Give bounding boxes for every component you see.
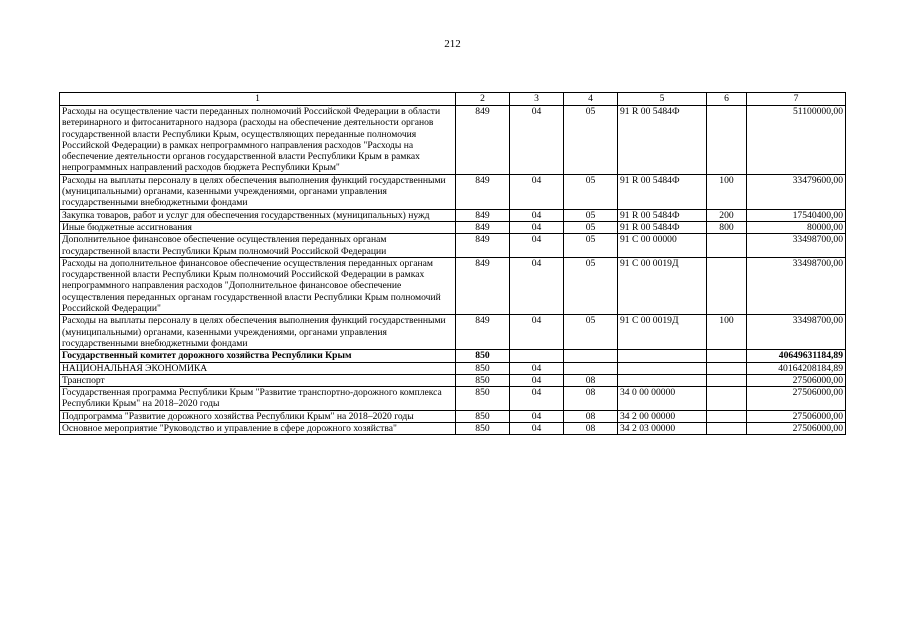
row-target-article: 91 С 00 0019Д (618, 315, 707, 350)
header-row (60, 93, 846, 106)
row-description: Дополнительное финансовое обеспечение осуществления переданных органам государственной власти Республики Крым полномочий Российской Федерации (60, 234, 456, 258)
row-target-article: 91 R 00 5484Ф (618, 209, 707, 221)
row-admin-code: 850 (456, 350, 510, 362)
row-section: 04 (510, 106, 564, 175)
row-expense-type: 100 (707, 315, 747, 350)
row-section: 04 (510, 234, 564, 258)
row-subsection: 08 (564, 387, 618, 411)
row-section: 04 (510, 209, 564, 221)
row-section: 04 (510, 174, 564, 209)
row-description: Иные бюджетные ассигнования (60, 221, 456, 233)
row-description: Основное мероприятие "Руководство и управление в сфере дорожного хозяйства" (60, 423, 456, 435)
table-row (60, 362, 846, 374)
row-expense-type: 800 (707, 221, 747, 233)
row-target-article: 91 С 00 0019Д (618, 257, 707, 314)
row-target-article (618, 362, 707, 374)
row-admin-code: 849 (456, 234, 510, 258)
row-subsection: 05 (564, 106, 618, 175)
table-row (60, 410, 846, 422)
row-section: 04 (510, 374, 564, 386)
row-target-article: 34 2 03 00000 (618, 423, 707, 435)
row-amount: 33479600,00 (747, 174, 846, 209)
row-admin-code: 850 (456, 387, 510, 411)
table-row (60, 174, 846, 209)
row-admin-code: 850 (456, 362, 510, 374)
row-subsection: 05 (564, 234, 618, 258)
row-target-article: 91 С 00 00000 (618, 234, 707, 258)
row-subsection: 05 (564, 257, 618, 314)
row-amount: 33498700,00 (747, 234, 846, 258)
table-row (60, 387, 846, 411)
row-target-article: 34 0 00 00000 (618, 387, 707, 411)
row-admin-code: 849 (456, 257, 510, 314)
table-row (60, 257, 846, 314)
row-subsection: 05 (564, 174, 618, 209)
table-row (60, 209, 846, 221)
row-description: Расходы на выплаты персоналу в целях обеспечения выполнения функций государственными (муниципальными) органами, казенными учреждениями, органами управления государственными внебюджетными фондами (60, 315, 456, 350)
row-target-article: 91 R 00 5484Ф (618, 174, 707, 209)
row-description: Закупка товаров, работ и услуг для обеспечения государственных (муниципальных) нужд (60, 209, 456, 221)
row-subsection: 05 (564, 221, 618, 233)
row-admin-code: 850 (456, 410, 510, 422)
header-cell: 4 (564, 93, 618, 106)
table-row (60, 350, 846, 362)
row-expense-type (707, 350, 747, 362)
row-amount: 80000,00 (747, 221, 846, 233)
row-amount: 27506000,00 (747, 374, 846, 386)
row-subsection (564, 350, 618, 362)
row-expense-type: 100 (707, 174, 747, 209)
row-amount: 27506000,00 (747, 423, 846, 435)
table-row (60, 374, 846, 386)
row-subsection: 08 (564, 423, 618, 435)
row-target-article: 91 R 00 5484Ф (618, 106, 707, 175)
row-subsection (564, 362, 618, 374)
row-section: 04 (510, 387, 564, 411)
row-admin-code: 849 (456, 209, 510, 221)
row-target-article (618, 350, 707, 362)
row-amount: 40164208184,89 (747, 362, 846, 374)
row-amount: 40649631184,89 (747, 350, 846, 362)
row-amount: 27506000,00 (747, 387, 846, 411)
row-target-article: 34 2 00 00000 (618, 410, 707, 422)
row-description: Расходы на осуществление части переданных полномочий Российской Федерации в области ветеринарного и фитосанитарного надзора (расходы на обеспечение деятельности органов государственной власти Республики Крым, осуществляющих переданные полномочия Российской Федерации) в рамках непрограммного направления расходов "Расходы на обеспечение деятельности органов государственной власти Республики Крым в рамках непрограммных направлений расходов бюджета Республики Крым" (60, 106, 456, 175)
row-admin-code: 849 (456, 174, 510, 209)
row-description: НАЦИОНАЛЬНАЯ ЭКОНОМИКА (60, 362, 456, 374)
table-row (60, 423, 846, 435)
row-expense-type (707, 410, 747, 422)
row-expense-type (707, 362, 747, 374)
row-expense-type (707, 423, 747, 435)
row-target-article: 91 R 00 5484Ф (618, 221, 707, 233)
row-amount: 17540400,00 (747, 209, 846, 221)
table-row (60, 221, 846, 233)
row-subsection: 05 (564, 209, 618, 221)
row-section: 04 (510, 362, 564, 374)
row-amount: 33498700,00 (747, 257, 846, 314)
table-row (60, 234, 846, 258)
row-expense-type (707, 257, 747, 314)
row-description: Транспорт (60, 374, 456, 386)
row-section: 04 (510, 315, 564, 350)
budget-table (59, 92, 846, 435)
row-description: Расходы на выплаты персоналу в целях обеспечения выполнения функций государственными (муниципальными) органами, казенными учреждениями, органами управления государственными внебюджетными фондами (60, 174, 456, 209)
row-amount: 33498700,00 (747, 315, 846, 350)
page-number: 212 (444, 38, 461, 50)
row-subsection: 08 (564, 410, 618, 422)
row-section: 04 (510, 257, 564, 314)
row-description: Государственный комитет дорожного хозяйства Республики Крым (60, 350, 456, 362)
row-expense-type (707, 234, 747, 258)
row-admin-code: 850 (456, 374, 510, 386)
row-target-article (618, 374, 707, 386)
header-cell: 7 (747, 93, 846, 106)
header-cell: 1 (60, 93, 456, 106)
row-expense-type (707, 374, 747, 386)
row-description: Подпрограмма "Развитие дорожного хозяйства Республики Крым" на 2018–2020 годы (60, 410, 456, 422)
row-description: Государственная программа Республики Крым "Развитие транспортно-дорожного комплекса Республики Крым" на 2018–2020 годы (60, 387, 456, 411)
row-section (510, 350, 564, 362)
row-section: 04 (510, 423, 564, 435)
row-admin-code: 849 (456, 221, 510, 233)
header-cell: 2 (456, 93, 510, 106)
row-expense-type (707, 106, 747, 175)
row-amount: 51100000,00 (747, 106, 846, 175)
header-cell: 6 (707, 93, 747, 106)
table-row (60, 106, 846, 175)
row-admin-code: 849 (456, 106, 510, 175)
row-amount: 27506000,00 (747, 410, 846, 422)
row-section: 04 (510, 410, 564, 422)
row-description: Расходы на дополнительное финансовое обеспечение осуществления переданных органам государственной власти Республики Крым полномочий Российской Федерации в рамках непрограммного направления расходов "Дополнительное финансовое обеспечение осуществления переданных органам государственной власти Республики Крым полномочий Российской Федерации" (60, 257, 456, 314)
row-subsection: 08 (564, 374, 618, 386)
row-expense-type (707, 387, 747, 411)
row-section: 04 (510, 221, 564, 233)
row-admin-code: 849 (456, 315, 510, 350)
table-row (60, 315, 846, 350)
header-cell: 5 (618, 93, 707, 106)
row-admin-code: 850 (456, 423, 510, 435)
row-subsection: 05 (564, 315, 618, 350)
header-cell: 3 (510, 93, 564, 106)
row-expense-type: 200 (707, 209, 747, 221)
